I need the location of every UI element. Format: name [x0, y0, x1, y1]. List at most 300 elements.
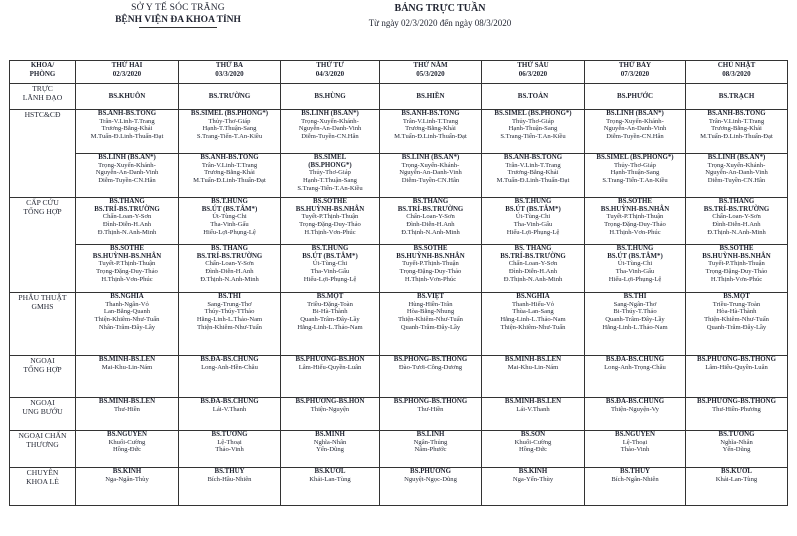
department-label-line: HSTC&CĐ [24, 110, 61, 119]
duty-cell [281, 198, 380, 245]
staff-on-duty: Út-Tùng-Chi [212, 213, 247, 221]
staff-on-duty: Lái-V.Thanh [516, 405, 550, 413]
duty-cell [76, 198, 179, 245]
staff-on-duty: Thiện-Khiêm-Như-Tuấn [500, 323, 566, 331]
staff-on-duty: H.Thịnh-Vơn-Phúc [304, 228, 356, 236]
duty-cell [179, 198, 281, 245]
doctor-on-duty: BS.MINH-BS.LEN [98, 356, 156, 363]
staff-on-duty: Thảo-Vinh [215, 446, 244, 454]
staff-on-duty: Mai-Khu-Lin-Nám [101, 363, 153, 371]
staff-on-duty: Thủy-Thơ-Giáp [614, 161, 656, 169]
duty-cell [380, 245, 482, 293]
staff-on-duty: Đ.Thịnh-N.Anh-Minh [97, 228, 157, 236]
department-label [10, 198, 76, 293]
doctor-on-duty: BS.HUỲNH-BS.NHÂN [396, 252, 465, 260]
staff-on-duty: Trân-V.Linh-T.Trang [99, 117, 155, 125]
doctor-on-duty: BS.ÚT (BS.TÂM*) [201, 205, 258, 213]
staff-on-duty: Chấn-Loan-Y-Sơn [102, 213, 152, 221]
roster-row [10, 293, 788, 356]
staff-on-duty: Út-Tùng-Chi [617, 260, 653, 268]
duty-cell [380, 198, 482, 245]
staff-on-duty: Út-Tùng-Chi [312, 260, 348, 268]
doctor-on-duty: BS.ÁNH-BS.TÒNG [503, 154, 563, 161]
duty-cell [179, 356, 281, 398]
staff-on-duty: Hạnh-T.Thuận-Sang [303, 177, 357, 185]
staff-on-duty: Đình-Diễn-H.Anh [406, 221, 455, 229]
duty-cell [179, 431, 281, 468]
doctor-on-duty: BS.ÁNH-BS.TÒNG [97, 110, 157, 117]
duty-cell [686, 245, 788, 293]
duty-cell [380, 356, 482, 398]
staff-on-duty: Nga-Yến-Thùy [512, 475, 554, 483]
doctor-on-duty: BS.HUỲNH-BS.NHÂN [295, 205, 365, 213]
staff-on-duty: Đào-Tươi-Công-Dương [398, 363, 463, 371]
doctor-on-duty: BS.NGUYÊN [106, 431, 147, 438]
staff-on-duty: Khuổi-Cường [108, 438, 146, 446]
doctor-on-duty: BS.T.HÙNG [616, 245, 654, 252]
staff-on-duty: Trân-V.Linh-T.Trang [505, 161, 561, 169]
staff-on-duty: Hiếu-Lợi-Phụng-Lệ [203, 228, 256, 236]
roster-body [10, 84, 788, 506]
doctor-on-duty: BS.ĐA-BS.CHUNG [200, 398, 259, 405]
day-date: 03/3/2020 [215, 70, 244, 78]
staff-on-duty: Thủy-Thơ-Giáp [208, 117, 251, 125]
duty-cell [380, 398, 482, 431]
staff-on-duty: S.Trang-Tiến-T.An-Kiều [500, 133, 566, 141]
department-label [10, 110, 76, 198]
staff-on-duty: Diễm-Tuyền-CN.Hân [301, 133, 359, 141]
department-label [10, 468, 76, 506]
staff-on-duty: Lái-V.Thanh [212, 405, 247, 413]
day-date: 02/3/2020 [112, 70, 142, 78]
duty-cell [281, 431, 380, 468]
staff-on-duty: M.Tuấn-Đ.Linh-Thuấn-Đạt [394, 133, 467, 141]
doctor-on-duty: BS.ÁNH-BS.TÒNG [401, 110, 460, 117]
duty-cell [686, 198, 788, 245]
department-label-line: GMHS [31, 302, 54, 311]
staff-on-duty: Thiện-Nguyện [310, 405, 350, 413]
staff-on-duty: Trọng-Xuyến-Khánh- [707, 161, 766, 169]
doctor-on-duty: BS.THỦY [619, 468, 651, 475]
staff-on-duty: Đ.Thịnh-N.Anh-Minh [503, 275, 563, 283]
staff-on-duty: Trọng-Đặng-Duy-Thảo [604, 221, 666, 229]
staff-on-duty: Tha-Vinh-Gấu [310, 268, 350, 276]
staff-on-duty: Tuyết-P.Thịnh-Thuận [606, 213, 664, 221]
duty-cell [686, 356, 788, 398]
staff-on-duty: Hòa-Hà-Thành [716, 308, 757, 316]
doctor-on-duty: BS.MINH-BS.LEN [504, 398, 562, 405]
staff-on-duty: Bi-Hà-Thành [312, 308, 348, 316]
staff-on-duty: Bích-Ngân-Nhiên [611, 475, 659, 483]
duty-cell [585, 356, 686, 398]
staff-on-duty: Quanh-Trâm-Đây-Lầy [400, 323, 461, 331]
staff-on-duty: Khuổi-Cường [514, 438, 552, 446]
duty-cell [76, 154, 179, 198]
duty-cell [76, 110, 179, 154]
duty-cell [380, 84, 482, 110]
duty-cell [482, 431, 585, 468]
day-header [380, 61, 482, 84]
staff-on-duty: Tuyết-P.Thịnh-Thuận [301, 213, 359, 221]
staff-on-duty: Thiện-Khiêm-Như-Tuấn [94, 316, 160, 324]
day-name: THỨ TƯ [316, 61, 344, 69]
doctor-on-duty: BS.ĐA-BS.CHUNG [605, 356, 665, 363]
staff-on-duty: Trọng-Đặng-Duy-Thảo [705, 268, 768, 276]
doctor-on-duty: BS. THẮNG [514, 245, 552, 252]
duty-cell [281, 398, 380, 431]
doctor-on-duty: BS.PHƯƠNG [410, 468, 451, 475]
staff-on-duty: Thanh-Ngân-Vỏ [105, 300, 149, 308]
staff-on-duty: Trọng-Xuyến-Khánh- [401, 161, 460, 169]
table-header-row [10, 61, 788, 84]
staff-on-duty: Lệ-Thoại [217, 438, 242, 446]
staff-on-duty: Trương-Bằng-Khải [507, 169, 559, 177]
doctor-on-duty: BS.HIỀN [416, 91, 445, 100]
staff-on-duty: Đình-Diễn-H.Anh [508, 268, 558, 276]
doctor-on-duty: BS.VIỆT [416, 293, 444, 300]
staff-on-duty: S.Trang-Tiến-T.An-Kiều [196, 133, 263, 141]
staff-on-duty: Mai-Khu-Lin-Nám [507, 363, 559, 371]
staff-on-duty: Diễm-Tuyền-CN.Hân [606, 133, 664, 141]
staff-on-duty: Trọng-Đặng-Duy-Thảo [299, 221, 361, 229]
roster-row [10, 245, 788, 293]
staff-on-duty: Diễm-Tuyền-CN.Hân [98, 177, 156, 185]
duty-cell [686, 154, 788, 198]
day-date: 04/3/2020 [315, 70, 345, 78]
doctor-on-duty: BS.TRÍ-BS.TRƯỜNG [196, 252, 263, 260]
doctor-on-duty: BS.MỘT [316, 293, 344, 300]
roster-row [10, 431, 788, 468]
staff-on-duty: Yến-Dũng [316, 446, 344, 454]
doctor-on-duty: BS. THẮNG [210, 245, 249, 252]
staff-on-duty: Trương-Bằng-Khải [204, 169, 255, 177]
duty-cell [76, 431, 179, 468]
staff-on-duty: Quanh-Trâm-Đây-Lầy [706, 323, 767, 331]
doctor-on-duty: BS.SÔTHE [110, 245, 144, 252]
day-name: THỨ NĂM [413, 61, 448, 69]
duty-cell [585, 293, 686, 356]
staff-on-duty: Hằng-Linh-L.Thảo-Nam [297, 323, 363, 331]
doctor-on-duty: BS.KƯƠL [721, 468, 752, 475]
day-name: THỨ SÁU [517, 61, 549, 69]
staff-on-duty: Trương-Bằng-Khải [711, 125, 762, 133]
doctor-on-duty: BS.SIMEL (BS.PHONG*) [596, 154, 674, 161]
doctor-on-duty: BS.SOTHE [313, 198, 347, 205]
doctor-on-duty: BS.PHƯƠNG-BS.THÔNG [697, 398, 776, 405]
staff-on-duty: Nghĩa-Nhân [720, 438, 753, 446]
document-title-block [290, 3, 590, 28]
duty-cell [380, 293, 482, 356]
duty-roster-table [9, 60, 788, 506]
doctor-on-duty: BS.SIMEL (BS.PHONG*) [494, 110, 572, 117]
staff-on-duty: Trọng-Xuyến-Khánh- [606, 117, 664, 125]
duty-cell [585, 245, 686, 293]
duty-cell [281, 110, 380, 154]
department-label [10, 431, 76, 468]
duty-cell [482, 154, 585, 198]
doctor-on-duty: BS.ÚT (BS.TÂM*) [607, 252, 663, 260]
doctor-on-duty: BS.ĐA-BS.CHUNG [605, 398, 665, 405]
doctor-on-duty: BS.THẮNG [412, 198, 449, 205]
roster-row [10, 110, 788, 154]
staff-on-duty: Hạnh-T.Thuận-Sang [202, 125, 257, 133]
duty-cell [380, 110, 482, 154]
staff-on-duty: Lâm-Hiếu-Quyền-Luân [705, 363, 768, 371]
duty-cell [585, 198, 686, 245]
doctor-on-duty: BS.TOẢN [517, 91, 549, 100]
staff-on-duty: Nguyễn-An-Danh-Vinh [399, 169, 462, 177]
staff-on-duty: Khải-Lan-Tùng [309, 475, 351, 483]
department-label-line: PHẪU THUẬT [18, 293, 67, 302]
staff-on-duty: Bi-Thúy-T.Thảo [613, 308, 657, 316]
department-label-line: KHOA LẺ [26, 477, 59, 486]
duty-cell [281, 245, 380, 293]
department-label [10, 356, 76, 398]
doctor-on-duty: BS.THI [218, 293, 241, 300]
staff-on-duty: Trân-V.Linh-T.Trang [708, 117, 765, 125]
staff-on-duty: Tuyết-P.Thịnh-Thuận [98, 260, 156, 268]
day-name: CHỦ NHẬT [717, 61, 756, 69]
doctor-on-duty: BS.SIMEL (BS.PHONG*) [190, 110, 269, 117]
staff-on-duty: M.Tuấn-Đ.Linh-Thuấn-Đạt [193, 177, 266, 185]
doctor-on-duty: BS.PHƯỚC [616, 91, 654, 100]
doctor-on-duty: BS.TRÍ-BS.TRƯỜNG [94, 205, 160, 213]
department-label [10, 84, 76, 110]
roster-row [10, 84, 788, 110]
staff-on-duty: Thiện-Khiêm-Như-Tuấn [398, 316, 463, 324]
staff-on-duty: Yến-Dũng [722, 446, 751, 454]
staff-on-duty: Tha-Vinh-Gấu [210, 221, 249, 229]
duty-cell [179, 154, 281, 198]
staff-on-duty: Bích-Hầu-Nhiên [207, 475, 252, 483]
doctor-on-duty: BS.KINH [518, 468, 548, 475]
doctor-on-duty: BS.MINH-BS.LEN [504, 356, 562, 363]
duty-cell [179, 110, 281, 154]
duty-cell [380, 431, 482, 468]
duty-cell [179, 468, 281, 506]
staff-on-duty: Hiếu-Lợi-Phụng-Lệ [506, 228, 560, 236]
staff-on-duty: Sang-Trung-Thơ [207, 300, 252, 308]
doctor-on-duty: BS.SÔTHE [719, 245, 754, 252]
day-header [686, 61, 788, 84]
doctor-on-duty: BS.TRƯỜNG [208, 91, 251, 100]
doctor-on-duty: BS.LINH [416, 431, 445, 438]
staff-on-duty: S.Trang-Tiến-T.An-Kiều [297, 184, 363, 192]
corner-header [10, 61, 76, 84]
doctor-on-duty: BS.HUỲNH-BS.NHÂN [92, 252, 162, 260]
staff-on-duty: Nhân-Trâm-Đây-Lầy [98, 323, 156, 331]
document-date-range: Từ ngày 02/3/2020 đến ngày 08/3/2020 [368, 18, 512, 28]
staff-on-duty: M.Tuấn-Đ.Linh-Thuấn-Đạt [496, 177, 570, 185]
department-label-line: NGOẠI [30, 398, 55, 407]
doctor-on-duty: BS.SOTHE [618, 198, 652, 205]
day-header [281, 61, 380, 84]
staff-on-duty: Hằng-Linh-L.Thảo-Nam [196, 316, 263, 324]
roster-row [10, 198, 788, 245]
duty-cell [482, 468, 585, 506]
staff-on-duty: Hạnh-Thuận-Sang [508, 125, 558, 133]
staff-on-duty: Thiện-Khiêm-Như-Tuấn [197, 323, 262, 331]
staff-on-duty: Trọng-Đặng-Duy-Thảo [96, 268, 158, 276]
staff-on-duty: Thư-Hiền [114, 405, 140, 413]
staff-on-duty: Ngân-Thủng [413, 438, 448, 446]
doctor-on-duty: BS.TRẠCH [718, 91, 755, 100]
staff-on-duty: Lan-Bằng-Quanh [103, 308, 151, 316]
department-label-line: TRỰC [32, 84, 53, 93]
doctor-on-duty: BS.HUỲNH-BS.NHÂN [702, 252, 771, 260]
staff-on-duty: Hạnh-Thuận-Sang [610, 169, 660, 177]
staff-on-duty: H.Thịnh-Vơn-Phúc [609, 228, 661, 236]
doctor-on-duty: BS.THẮNG [718, 198, 755, 205]
staff-on-duty: Hồng-Đức [518, 446, 548, 454]
doctor-on-duty: BS.THẮNG [109, 198, 145, 205]
staff-on-duty: Chấn-Loan-Y-Sơn [712, 213, 761, 221]
corner-line: KHOA/ [30, 61, 55, 69]
duty-cell [482, 84, 585, 110]
duty-cell [380, 154, 482, 198]
staff-on-duty: Quanh-Trâm-Đây-Lầy [300, 316, 360, 324]
doctor-on-duty: BS.SƠN [520, 431, 546, 438]
staff-on-duty: Nâm-Phước [414, 446, 447, 454]
staff-on-duty: Triều-Trung-Toàn [712, 300, 761, 308]
staff-on-duty: Long-Anh-Trọng-Châu [604, 363, 666, 371]
staff-on-duty: Trọng-Xuyến-Khánh- [301, 117, 359, 125]
day-header [585, 61, 686, 84]
staff-on-duty: Diễm-Tuyền-CN.Hân [707, 177, 766, 185]
day-date: 06/3/2020 [518, 70, 548, 78]
doctor-on-duty: BS.TRÍ-BS.TRƯỜNG [500, 252, 566, 260]
doctor-on-duty: BS.T.HÙNG [311, 245, 349, 252]
roster-row [10, 398, 788, 431]
staff-on-duty: Tha-Vinh-Gấu [615, 268, 655, 276]
duty-cell [686, 468, 788, 506]
duty-cell [482, 293, 585, 356]
staff-on-duty: Hằng-Linh-L.Thảo-Nam [602, 323, 668, 331]
staff-on-duty: Đình-Diễn-H.Anh [712, 221, 761, 229]
duty-cell [179, 245, 281, 293]
duty-cell [686, 110, 788, 154]
doctor-on-duty: BS.NGUYÊN [614, 431, 655, 438]
roster-row [10, 154, 788, 198]
doctor-on-duty: BS.ÚT (BS.TÂM*) [505, 205, 561, 213]
department-name: SỞ Y TẾ SÓC TRĂNG [131, 3, 225, 13]
staff-on-duty: Hồng-Đức [112, 446, 142, 454]
doctor-on-duty: BS.NGHĨA [516, 293, 550, 300]
doctor-on-duty: BS.LINH (BS.AN*) [401, 154, 460, 161]
duty-cell [686, 293, 788, 356]
staff-on-duty: Thủy-Thơ-Giáp [512, 117, 554, 125]
staff-on-duty: H.Thịnh-Vơn-Phúc [101, 275, 153, 283]
doctor-on-duty: BS.MỘT [723, 293, 750, 300]
duty-cell [281, 154, 380, 198]
staff-on-duty: Trương-Bằng-Khải [405, 125, 456, 133]
staff-on-duty: Đ.Thịnh-N.Anh-Minh [200, 275, 259, 283]
doctor-on-duty: BS.KƯƠL [314, 468, 346, 475]
staff-on-duty: Nguyễn-An-Danh-Vinh [298, 125, 362, 133]
staff-on-duty: Trương-Bằng-Khải [101, 125, 153, 133]
staff-on-duty: Quanh-Trâm-Đây-Lầy [605, 316, 665, 324]
duty-cell [686, 398, 788, 431]
department-label [10, 293, 76, 356]
doctor-on-duty: BS.ÁNH-BS.TÒNG [200, 154, 259, 161]
staff-on-duty: Đình-Diễn-H.Anh [205, 268, 254, 276]
doctor-on-duty: BS.KHUÔN [108, 91, 146, 100]
doctor-on-duty: BS.PHƯƠNG-BS.HÒN [295, 398, 365, 405]
doctor-on-duty: BS.NGHĨA [110, 293, 144, 300]
staff-on-duty: Thảo-Vinh [620, 446, 650, 454]
staff-on-duty: Thiện-Nguyện-Vy [611, 405, 659, 413]
duty-cell [380, 468, 482, 506]
staff-on-duty: Trân-V.Linh-T.Trang [402, 117, 459, 125]
day-header [179, 61, 281, 84]
staff-on-duty: Thanh-Hiếu-Vỏ [511, 300, 555, 308]
duty-cell [281, 84, 380, 110]
doctor-on-duty: BS.PHƯƠNG-BS.HÒN [295, 356, 365, 363]
staff-on-duty: Nguyệt-Ngọc-Dũng [404, 475, 457, 483]
staff-on-duty: Tha-Vinh-Gấu [513, 221, 553, 229]
staff-on-duty: Nguyễn-An-Danh-Vinh [705, 169, 768, 177]
staff-on-duty: Nghĩa-Nhân [313, 438, 347, 446]
department-label-line: TỔNG HỢP [23, 207, 62, 216]
duty-cell [585, 431, 686, 468]
staff-on-duty: Nga-Ngân-Thùy [105, 475, 149, 483]
staff-on-duty: Đình-Diễn-H.Anh [102, 221, 152, 229]
duty-cell [585, 84, 686, 110]
staff-on-duty: Triều-Đặng-Toàn [307, 300, 353, 308]
department-label-line: LÃNH ĐẠO [22, 93, 63, 102]
staff-on-duty: Trân-V.Linh-T.Trang [201, 161, 258, 169]
staff-on-duty: Chấn-Loan-Y-Sơn [406, 213, 455, 221]
staff-on-duty: H.Thịnh-Vơn-Phúc [710, 275, 763, 283]
staff-on-duty: Long-Anh-Hền-Châu [201, 363, 258, 371]
doctor-on-duty: BS.TƯỜNG [211, 431, 248, 438]
roster-row [10, 468, 788, 506]
staff-on-duty: Hằng-Linh-L.Thảo-Nam [500, 316, 566, 324]
doctor-on-duty: BS.ÚT (BS.TÂM*) [302, 252, 358, 260]
duty-cell [281, 468, 380, 506]
doctor-on-duty: BS.LINH (BS.AN*) [707, 154, 766, 161]
duty-cell [686, 84, 788, 110]
day-name: THỨ BẢY [618, 61, 652, 69]
staff-on-duty: Tuyết-P.Thịnh-Thuận [402, 260, 459, 268]
duty-cell [281, 293, 380, 356]
doctor-on-duty: BS.TRÍ-BS.TRƯỜNG [397, 205, 464, 213]
doctor-on-duty: BS.SIMEL [313, 154, 347, 161]
staff-on-duty: Tuyết-P.Thịnh-Thuận [708, 260, 765, 268]
doctor-on-duty: BS.PHƯƠNG-BS.THÔNG [697, 356, 776, 363]
department-label [10, 398, 76, 431]
day-name: THỨ HAI [111, 61, 143, 69]
department-label-line: NGOẠI [30, 356, 55, 365]
staff-on-duty: Khải-Lan-Tùng [715, 475, 758, 483]
duty-cell [179, 293, 281, 356]
staff-on-duty: Chấn-Loan-Y-Sơn [508, 260, 558, 268]
doctor-on-duty: BS.LINH (BS.AN*) [606, 110, 664, 117]
staff-on-duty: Lâm-Hiếu-Quyền-Luân [298, 363, 362, 371]
staff-on-duty: Hùng-Hiền-Trân [408, 300, 453, 308]
doctor-on-duty: BS.T.HÙNG [514, 198, 552, 205]
duty-cell [482, 356, 585, 398]
roster-row [10, 356, 788, 398]
staff-on-duty: Sang-Ngân-Thơ [613, 300, 657, 308]
department-label-line: TỔNG HỢP [23, 365, 62, 374]
doctor-on-duty: BS.ÁNH-BS.TÒNG [707, 110, 766, 117]
header-underline [139, 27, 217, 28]
doctor-on-duty: BS.HÙNG [314, 91, 346, 100]
staff-on-duty: Út-Tùng-Chi [515, 213, 551, 221]
doctor-on-duty: BS.LINH (BS.AN*) [301, 110, 359, 117]
staff-on-duty: S.Trang-Tiến-T.An-Kiều [602, 177, 668, 185]
